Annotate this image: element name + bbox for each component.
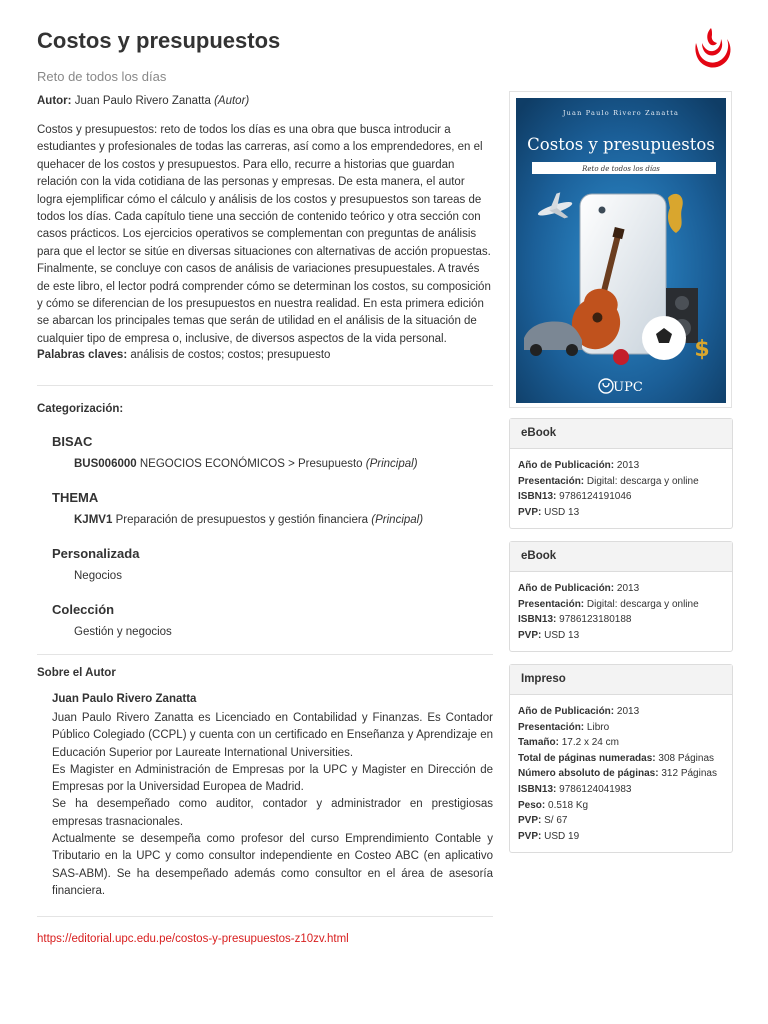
- about-paragraph: Es Magister en Administración de Empresas por la UPC y Magister en Dirección de Empresas por la Universidad Europea de Madrid.: [52, 763, 493, 794]
- edition-row: ISBN13: 9786124041983: [518, 783, 632, 795]
- svg-text:$: $: [694, 337, 710, 362]
- divider: [37, 916, 493, 917]
- edition-card-ebook: [509, 418, 733, 529]
- author-label: Autor:: [37, 95, 72, 107]
- cover-subtitle: Reto de todos los días: [582, 165, 660, 173]
- edition-row: ISBN13: 9786123180188: [518, 614, 632, 626]
- book-description: Costos y presupuestos: reto de todos los días es una obra que busca introducir a estudiantes y profesionales de todas las carreras, así como a los emprendedores, en el quehacer de los costos y presupuestos. Para ello, recurre a historias que guardan relación con la vida cotidiana de las personas y empresas. De esta manera, el autor logra ejemplificar cómo el cálculo y análisis de los costos y presupuestos son tareas de todos los días. Cada capítulo tiene una sección de contenido teórico y otra sección con casos prácticos. Los ejercicios operativos se complementan con preguntas de análisis para que el lector se sitúe en diversas situaciones con alternativas de acción propuestas. Finalmente, se concluye con casos de análisis de variaciones presupuestales. A través de este libro, el lector podrá comprender cómo se determinan los costos, su composición y cómo se diferencian de los presupuestos en nuestra realidad. En esta primera edición se abarcan los principales temas que serán de utilidad en el análisis de la situación de cualquier tipo de empresa o, inclusive, de diversos aspectos de la vida personal.: [37, 124, 491, 345]
- edition-details: [510, 695, 732, 852]
- upc-logo-icon[interactable]: [684, 26, 736, 78]
- edition-type: Impreso: [510, 665, 732, 695]
- edition-row: Total de páginas numeradas: 308 Páginas: [518, 752, 715, 764]
- bisac-tag: (Principal): [365, 458, 418, 470]
- personalizada-heading: Personalizada: [52, 546, 140, 561]
- edition-row: ISBN13: 9786124191046: [518, 491, 632, 503]
- thema-line: [74, 514, 423, 526]
- bisac-heading: BISAC: [52, 434, 93, 449]
- thema-code: KJMV1: [74, 514, 113, 526]
- edition-type: eBook: [510, 419, 732, 449]
- edition-row: Tamaño: 17.2 x 24 cm: [518, 737, 619, 749]
- edition-details: [510, 449, 732, 528]
- edition-card-print: [509, 664, 733, 853]
- edition-row: Año de Publicación: 2013: [518, 706, 640, 717]
- cover-publisher: UPC: [613, 380, 643, 395]
- coleccion-value[interactable]: Gestión y negocios: [74, 626, 172, 638]
- bisac-line: [74, 458, 418, 470]
- edition-row: Presentación: Digital: descarga y online: [518, 475, 699, 487]
- thema-tag: (Principal): [371, 514, 424, 526]
- source-link[interactable]: https://editorial.upc.edu.pe/costos-y-presupuestos-z10zv.html: [37, 933, 349, 945]
- author-line: [37, 95, 249, 107]
- edition-row: PVP: USD 13: [518, 629, 580, 641]
- divider: [37, 385, 493, 386]
- coleccion-heading: Colección: [52, 602, 115, 617]
- cover-title: Costos y presupuestos: [527, 135, 715, 154]
- bisac-code: BUS006000: [74, 458, 137, 470]
- edition-row: PVP: USD 19: [518, 830, 580, 842]
- about-paragraph: Actualmente se desempeña como profesor del curso Emprendimiento Contable y Tributario en la UPC y como consultor independiente en Costeo ABC (en aplicativo SAS-ABM). Se ha desempeñado además como consultor en el área de asesoría financiera.: [52, 833, 493, 897]
- bisac-text: NEGOCIOS ECONÓMICOS > Presupuesto: [139, 458, 363, 470]
- edition-row: Número absoluto de páginas: 312 Páginas: [518, 768, 717, 780]
- edition-row: Año de Publicación: 2013: [518, 583, 640, 594]
- edition-type: eBook: [510, 542, 732, 572]
- edition-row: Año de Publicación: 2013: [518, 460, 640, 471]
- page-subtitle: Reto de todos los días: [37, 69, 167, 84]
- about-paragraph: Se ha desempeñado como auditor, contador y administrador en prestigiosas empresas trasnacionales.: [52, 798, 493, 828]
- about-author-name: Juan Paulo Rivero Zanatta: [52, 693, 197, 705]
- keywords-value: análisis de costos; costos; presupuesto: [130, 349, 331, 361]
- divider: [37, 654, 493, 655]
- thema-text: Preparación de presupuestos y gestión financiera: [115, 514, 369, 526]
- page-title: Costos y presupuestos: [37, 28, 281, 53]
- edition-card-ebook: [509, 541, 733, 652]
- author-role: (Autor): [214, 95, 250, 107]
- about-paragraph: Juan Paulo Rivero Zanatta es Licenciado en Contabilidad y Finanzas. Es Contador Público Colegiado (CCPL) y cuenta con un certificado en Enseñanza y Aprendizaje en Educación Superior por Laureate International Universities.: [52, 712, 493, 759]
- categorization-title: Categorización:: [37, 403, 124, 415]
- edition-row: Presentación: Libro: [518, 721, 610, 733]
- keywords-label: Palabras claves:: [37, 349, 128, 361]
- book-cover-frame: [509, 91, 732, 408]
- edition-details: [510, 572, 732, 651]
- keywords-line: [37, 349, 330, 361]
- edition-row: Presentación: Digital: descarga y online: [518, 598, 699, 610]
- edition-row: Peso: 0.518 Kg: [518, 799, 589, 811]
- about-author-title: Sobre el Autor: [37, 667, 116, 679]
- edition-row: PVP: S/ 67: [518, 815, 568, 827]
- book-cover-image[interactable]: [516, 98, 726, 403]
- author-name[interactable]: Juan Paulo Rivero Zanatta: [74, 95, 211, 107]
- edition-row: PVP: USD 13: [518, 506, 580, 518]
- personalizada-value: Negocios: [74, 570, 122, 582]
- about-author-text: [52, 710, 493, 900]
- thema-heading: THEMA: [52, 490, 99, 505]
- cover-author: Juan Paulo Rivero Zanatta: [562, 109, 680, 117]
